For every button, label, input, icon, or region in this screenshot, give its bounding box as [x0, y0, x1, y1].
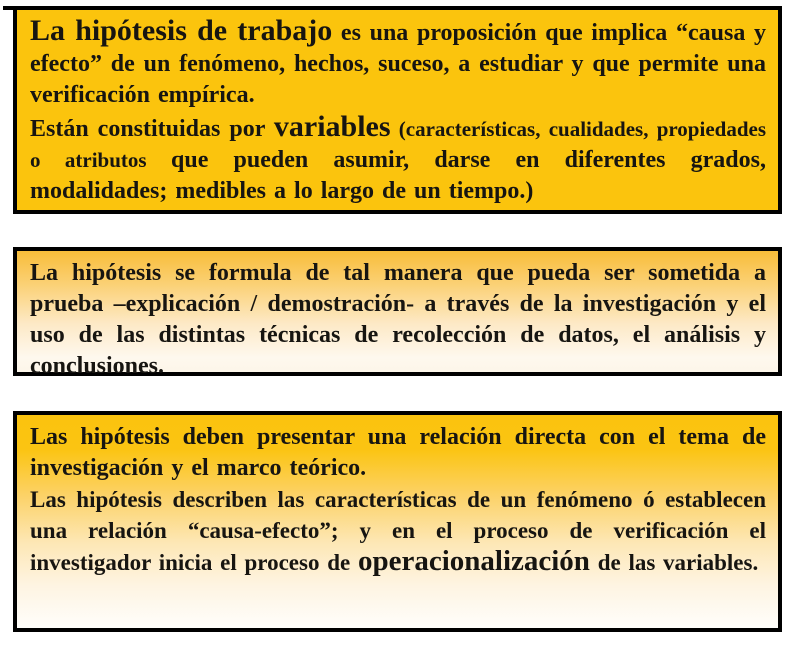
term-operacionalizacion: operacionalización — [357, 545, 590, 577]
paragraph-relacion-directa: Las hipótesis deben presentar una relación directa con el tema de investigación y el marco teórico. — [30, 424, 766, 481]
text-box-formulacion-hipotesis — [13, 247, 782, 379]
text-box-hipotesis-de-trabajo — [13, 6, 782, 214]
paragraph-operacionalizacion — [30, 484, 766, 578]
definicion-hipotesis-text: es una proposición que implica “causa y efecto” de un fenómeno, hechos, suceso, a estudiar y que permite una verificación empírica. — [30, 20, 767, 108]
operacionalizacion-intro-text: Las hipótesis describen las características de un fenómeno ó establecen una relación “causa-efecto”; y en el proceso de verificación el investigador inicia el proceso de — [30, 487, 766, 575]
variables-rest-text: que pueden asumir, darse en diferentes grados, modalidades; medibles a lo largo de un tiempo.) — [30, 147, 766, 204]
variables-intro-text: Están constituidas por — [30, 116, 274, 142]
paragraph-definicion-hipotesis — [30, 15, 766, 111]
term-la-hipotesis-de-trabajo: La hipótesis de trabajo — [30, 14, 333, 47]
term-variables: variables — [273, 110, 391, 143]
text-box-relacion-tema — [13, 411, 782, 632]
paragraph-variables — [30, 111, 766, 207]
operacionalizacion-rest-text: de las variables. — [589, 550, 759, 575]
paragraph-formulacion: La hipótesis se formula de tal manera que pueda ser sometida a prueba –explicación / demostración- a través de la investigación y el uso de las distintas técnicas de recolección de datos, el análisis y conclusiones. — [30, 260, 766, 379]
variables-parenthetical-text: (características, cualidades, propiedades o atributos — [30, 117, 766, 172]
